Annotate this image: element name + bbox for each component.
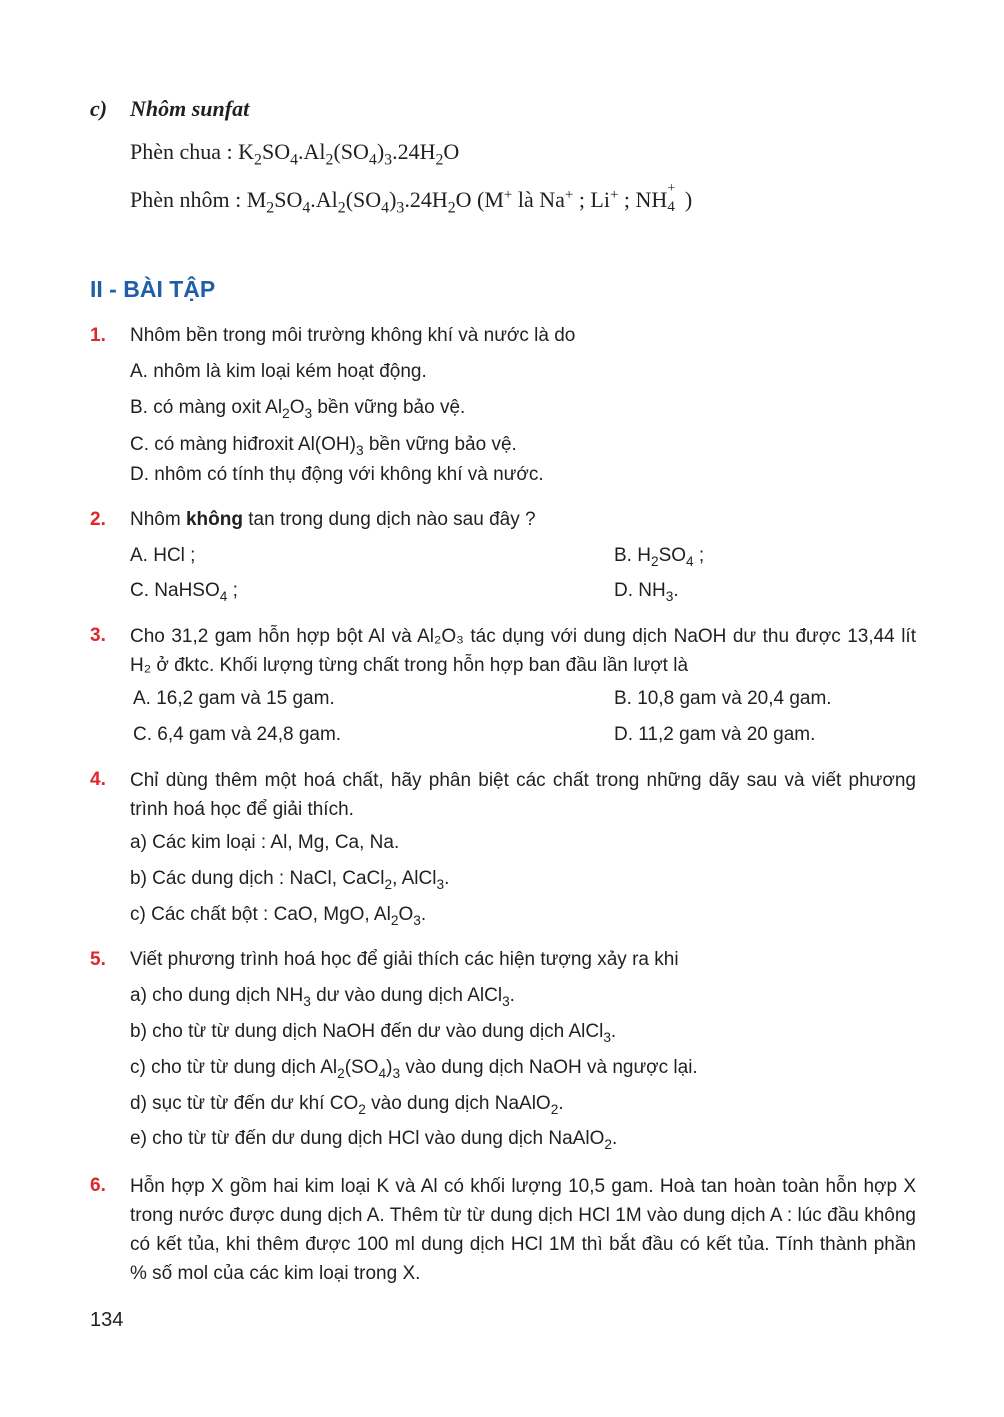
- question-1-option-d: D. nhôm có tính thụ động với không khí và nước.: [130, 464, 544, 485]
- item-a-text-mid: dư vào dung dịch AlCl: [310, 985, 503, 1006]
- item-b-text: b) cho từ từ dung dịch NaOH đến dư vào dung dịch AlCl: [130, 1021, 604, 1042]
- phen-nhom-note-prefix: (M: [471, 187, 504, 212]
- option-d-text: D. NH: [614, 580, 666, 601]
- section-c-title: Nhôm sunfat: [130, 96, 250, 121]
- item-d-text-end: .: [558, 1093, 564, 1114]
- option-b-text-end: bền vững bảo vệ.: [312, 397, 466, 418]
- phen-chua-formula: Phèn chua : $K_2SO_4.Al_2(SO_4)_3.24H_2O$: [130, 139, 460, 169]
- item-b-text-mid: , AlCl: [392, 868, 437, 889]
- question-3-text: Cho 31,2 gam hỗn hợp bột Al và Al₂O₃ tác dụng với dung dịch NaOH dư thu được 13,44 lít H₂ ở đktc. Khối lượng từng chất trong hỗn hợp ban đầu lần lượt là: [130, 626, 916, 676]
- question-2-number: 2.: [90, 509, 106, 530]
- option-c-text: C. NaHSO: [130, 580, 220, 601]
- question-1-option-a: A. nhôm là kim loại kém hoạt động.: [130, 361, 427, 382]
- item-c-text-end: vào dung dịch NaOH và ngược lại.: [400, 1057, 698, 1078]
- item-e-text: e) cho từ từ đến dư dung dịch HCl vào dung dịch NaAlO: [130, 1128, 605, 1149]
- item-d-text: d) sục từ từ đến dư khí CO: [130, 1093, 359, 1114]
- item-e-text-end: .: [611, 1128, 618, 1149]
- question-6-number: 6.: [90, 1175, 106, 1196]
- question-5-text: Viết phương trình hoá học để giải thích các hiện tượng xảy ra khi: [130, 949, 679, 970]
- option-c-text-end: bền vững bảo vệ.: [363, 434, 517, 455]
- question-3-option-b: B. 10,8 gam và 20,4 gam.: [614, 688, 832, 709]
- item-b-text-end: .: [444, 868, 450, 889]
- section-c-label: c): [90, 96, 108, 121]
- question-2-text-bold: không: [185, 509, 243, 530]
- question-4-item-b: b) Các dung dịch : NaCl, CaCl$_2$, AlCl$_3$.: [130, 868, 450, 892]
- question-1-number: 1.: [90, 325, 106, 346]
- phen-nhom-formula: Phèn nhôm : $M_2SO_4.Al_2(SO_4)_3.24H_2O$ (M+ là Na+ ; Li+ ; NH + 4 ): [130, 181, 693, 217]
- phen-chua-label: Phèn chua :: [130, 139, 239, 164]
- option-c-text-end: ;: [227, 580, 238, 601]
- item-a-text: a) cho dung dịch NH: [130, 985, 304, 1006]
- option-b-text: B. H: [614, 545, 651, 566]
- question-5-item-b: b) cho từ từ dung dịch NaOH đến dư vào dung dịch AlCl$_3$.: [130, 1021, 617, 1045]
- question-5-item-a: a) cho dung dịch $NH_3$ dư vào dung dịch AlCl$_3$.: [130, 985, 515, 1009]
- question-5-item-c: c) cho từ từ dung dịch $Al_2(SO_4)_3$ vào dung dịch NaOH và ngược lại.: [130, 1057, 698, 1081]
- question-2-option-b: B. $H_2SO_4$ ;: [614, 545, 705, 569]
- section-heading: II - BÀI TẬP: [90, 276, 216, 302]
- phen-nhom-note-sep1: ; Li: [573, 187, 610, 212]
- question-3-option-c: C. 6,4 gam và 24,8 gam.: [133, 724, 342, 745]
- phen-nhom-label: Phèn nhôm :: [130, 187, 247, 212]
- question-4-number: 4.: [90, 769, 106, 790]
- item-a-text-end: .: [509, 985, 515, 1006]
- question-3-option-a: A. 16,2 gam và 15 gam.: [133, 688, 335, 709]
- question-5-item-e: e) cho từ từ đến dư dung dịch HCl vào dung dịch NaAlO$_2$.: [130, 1128, 618, 1152]
- phen-nhom-note-end: ): [684, 187, 693, 212]
- option-b-text: B. có màng oxit Al: [130, 397, 283, 418]
- question-2-option-c: C. NaHSO$_4$ ;: [130, 580, 238, 604]
- item-c-text-end: .: [420, 904, 427, 925]
- option-b-text-end: ;: [693, 545, 705, 566]
- phen-nhom-note-mid: là Na: [512, 187, 565, 212]
- question-6-text: Hỗn hợp X gồm hai kim loại K và Al có khối lượng 10,5 gam. Hoà tan hoàn toàn hỗn hợp X trong nước được dung dịch A. Thêm từ từ dung dịch HCl 1M vào dung dịch A : lúc đầu không có kết tủa, khi thêm được 100 ml dung dịch HCl 1M thì bắt đầu có kết tủa. Tính thành phần % số mol của các kim loại trong X.: [130, 1176, 916, 1284]
- question-2-text-post: tan trong dung dịch nào sau đây ?: [242, 509, 536, 530]
- page-number: 134: [90, 1309, 124, 1331]
- option-c-text: C. có màng hiđroxit Al(OH): [130, 434, 356, 455]
- question-4-item-a: a) Các kim loại : Al, Mg, Ca, Na.: [130, 832, 400, 853]
- question-2-text: [130, 509, 536, 531]
- option-d-text-end: .: [673, 580, 679, 601]
- question-2-text-pre: Nhôm: [130, 509, 186, 530]
- item-b-text: b) Các dung dịch : NaCl, CaCl: [130, 868, 385, 889]
- question-2-option-a: A. HCl ;: [130, 545, 196, 566]
- item-d-text-mid: vào dung dịch NaAlO: [365, 1093, 551, 1114]
- item-b-text-end: .: [610, 1021, 617, 1042]
- item-c-text: c) Các chất bột : CaO, MgO, Al: [130, 904, 391, 925]
- question-1-option-b: B. có màng oxit $Al_2O_3$ bền vững bảo vệ.: [130, 397, 466, 421]
- question-5-item-d: d) sục từ từ đến dư khí $CO_2$ vào dung dịch NaAlO$_2$.: [130, 1093, 564, 1117]
- phen-nhom-note-sep2: ; N: [618, 187, 652, 212]
- question-3-option-d: D. 11,2 gam và 20 gam.: [614, 724, 816, 745]
- question-1-option-c: C. có màng hiđroxit $Al(OH)_3$ bền vững bảo vệ.: [130, 434, 517, 458]
- question-4-text: Chỉ dùng thêm một hoá chất, hãy phân biệt các chất trong những dãy sau và viết phương trình hoá học để giải thích.: [130, 770, 916, 820]
- question-4-item-c: c) Các chất bột : CaO, MgO, $Al_2O_3$.: [130, 904, 427, 928]
- question-1-text: Nhôm bền trong môi trường không khí và nước là do: [130, 325, 576, 346]
- item-c-text: c) cho từ từ dung dịch Al: [130, 1057, 338, 1078]
- question-5-number: 5.: [90, 949, 106, 970]
- question-2-option-d: D. $NH_3$.: [614, 580, 679, 604]
- question-3-number: 3.: [90, 625, 106, 646]
